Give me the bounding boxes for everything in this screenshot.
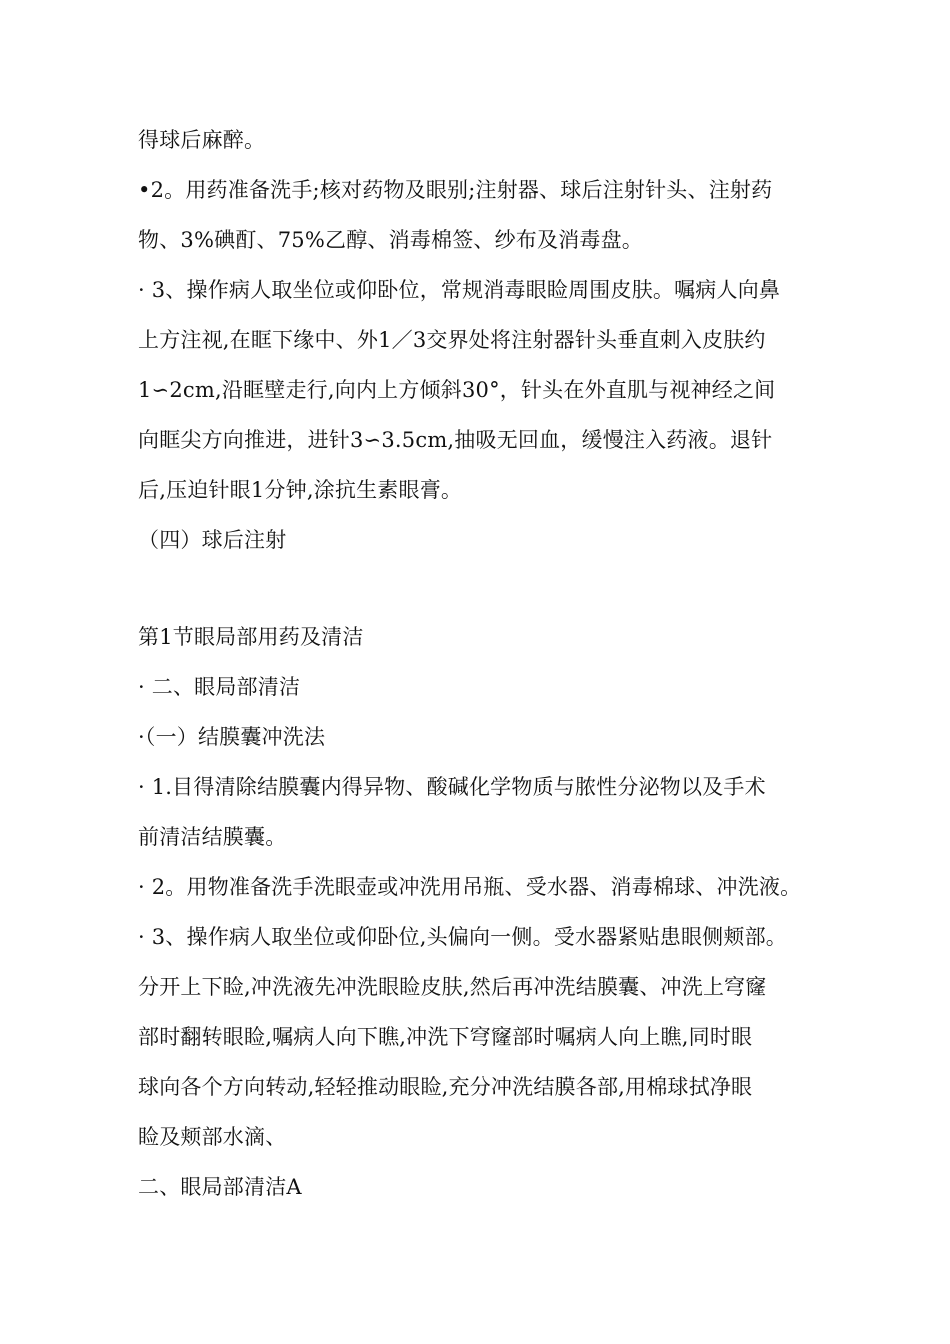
text-line-8: 后,压迫针眼1分钟,涂抗生素眼膏。 (138, 478, 463, 502)
text-line-2: •2。用药准备洗手;核对药物及眼别;注射器、球后注射针头、注射药 (138, 178, 773, 202)
text-line-7: 向眶尖方向推进，进针3∽3.5cm,抽吸无回血，缓慢注入药液。退针 (138, 428, 773, 452)
text-line-19: 球向各个方向转动,轻轻推动眼睑,充分冲洗结膜各部,用棉球拭净眼 (138, 1075, 753, 1099)
text-line-17: 分开上下睑,冲洗液先冲洗眼睑皮肤,然后再冲洗结膜囊、冲洗上穹窿 (138, 975, 767, 999)
text-line-15: · 2。用物准备洗手洗眼壶或冲洗用吊瓶、受水器、消毒棉球、冲洗液。 (138, 875, 802, 899)
text-line-14: 前清洁结膜囊。 (138, 825, 287, 849)
method-heading: ·（一）结膜囊冲洗法 (138, 725, 326, 749)
chapter-title: 第1节眼局部用药及清洁 (138, 625, 364, 649)
text-line-5: 上方注视,在眶下缘中、外1／3交界处将注射器针头垂直刺入皮肤约 (138, 328, 766, 352)
section-heading: （四）球后注射 (138, 528, 287, 552)
section-heading-a: 二、眼局部清洁A (138, 1175, 302, 1199)
subsection-heading: · 二、眼局部清洁 (138, 675, 301, 699)
text-line-1: 得球后麻醉。 (138, 128, 266, 152)
text-line-20: 睑及颊部水滴、 (138, 1125, 287, 1149)
text-line-6: 1∽2cm,沿眶壁走行,向内上方倾斜30°，针头在外直肌与视神经之间 (138, 378, 776, 402)
text-line-18: 部时翻转眼睑,嘱病人向下瞧,冲洗下穹窿部时嘱病人向上瞧,同时眼 (138, 1025, 753, 1049)
text-line-16: · 3、操作病人取坐位或仰卧位,头偏向一侧。受水器紧贴患眼侧颊部。 (138, 925, 787, 949)
text-line-4: · 3、操作病人取坐位或仰卧位，常规消毒眼睑周围皮肤。嘱病人向鼻 (138, 278, 781, 302)
text-line-13: · 1.目得清除结膜囊内得异物、酸碱化学物质与脓性分泌物以及手术 (138, 775, 766, 799)
text-line-3: 物、3%碘酊、75%乙醇、消毒棉签、纱布及消毒盘。 (138, 228, 643, 252)
